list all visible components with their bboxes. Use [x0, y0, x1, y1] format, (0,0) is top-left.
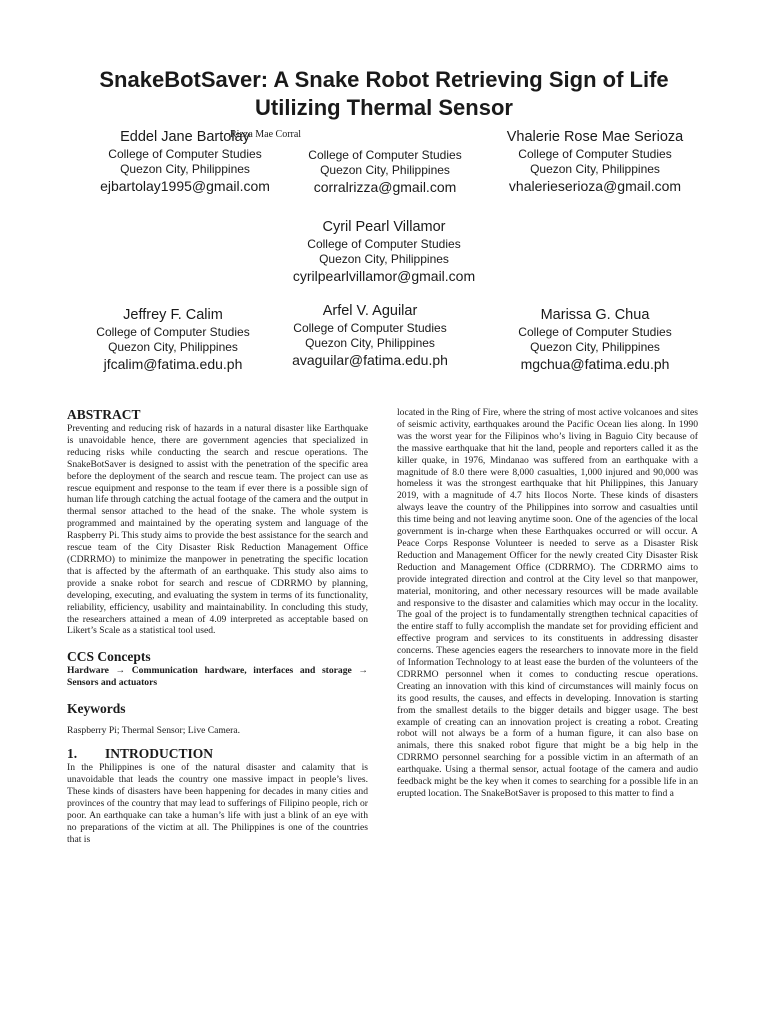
author-name: Arfel V. Aguilar: [322, 303, 418, 319]
author-affiliation: College of Computer Studies: [108, 147, 262, 161]
introduction-heading: [67, 746, 368, 762]
author-email: mgchua@fatima.edu.ph: [520, 356, 670, 372]
paper-title: [40, 66, 728, 122]
introduction-continued-text: located in the Ring of Fire, where the string of most active volcanoes and sites of seismic activity, earthquakes around the Pacific Ocean lies along. In 1990 was the worst year for the Filipinos who’s living in Baguio City because of the massive earthquake that hit the land, people and reporters called it as the killer quake, in 1976, Mindanao was suffered from an earthquake with a magnitude of 8.0 there were 8,000 casualties, 1,000 injured and 90,000 was homeless it was the strongest earthquake that hit Philippines, this January 2019, with a magnitude of 4.7 hits Ilocos Norte. These kinds of disasters always leave the country of the Philippines into sorrow and casualties until this time being and not leaving anytime soon. One of the agencies of the local government is in-charge when these Earthquakes occurred or will occur. A Peace Corps Response Volunteer is needed to serve as a Disaster Risk Reduction and Management Officer for the newly created City Disaster Risk Reduction and Management Office (CDRRMO). The CDRRMO aims to provide integrated direction and control at the City level so that manpower, material, monitoring, and other necessary resources will be made available and responsive to the disaster and calamities which may occur in the locality. The goal of the project is to fundamentally strengthen technical capacities of the entire staff to fully accomplish the mandate set for providing efficient and effective program and services to its constituents in addressing disaster concerns. These agencies eagers the researchers to innovate more in the field of Information Technology to at least ease the burden of the volunteers of the CDRRMO personnel when it comes to conducting rescue operations. Creating an innovation with this kind of circumstances will mainly focus on its good results, the causes, and effects in developing. Innovation is starting from the smallest details to the bigger details and bigger usage. The best example of creating can an innovation project is creating a robot. Creating robot will not always be a form of a human figure, it can also base on animals, there this snaked robot figure that might be a big help in the CDRRMO personnel searching for a possible victim in an aftermath of an earthquake. Using a thermal sensor, actual footage of the camera and audio feedback might be the key when it comes to searching for a possible life in an erupted location. The SnakeBotSaver is proposed to this matter to find a: [397, 407, 698, 799]
author-location: Quezon City, Philippines: [305, 336, 435, 350]
author-block-details: [270, 148, 500, 197]
author-affiliation: College of Computer Studies: [293, 321, 447, 335]
introduction-text: In the Philippines is one of the natural disaster and calamity that is unavoidable that leads the country one massive impact in people’s lives. These kinds of disasters have been happening for decades in many cities and provinces of the country that may lead to sufferings of Filipino people, rich or poor. An earthquake can take a human’s life with just a blink of an eye with no preparations of the victim at all. The Philippines is one of the countries that is: [67, 762, 368, 845]
author-name: Rizza Mae Corral: [230, 129, 302, 140]
abstract-text: Preventing and reducing risk of hazards in a natural disaster like Earthquake is unavoidable hence, there are government agencies that specialized in reducing risks while conducting the search and rescue operations. The SnakeBotSaver is designed to assist with the penetration of the specific area before the deployment of the search and rescue team. The project can use as rescue equipment and response to the team if ever there is a possible sign of human life through catching the actual footage of the camera and the output in thermal sensor attached to the head of the snake. The whole system is programmed and maintained by the operating system and language of the Raspberry Pi. This study aims to provide the best assistance for the search and rescue team of the City Disaster Risk Reduction Management Office (CDRRMO) to minimize the manpower in penetrating the specific location that is affected by the aftermath of an earthquake. This study also aims to provide a snake robot for search and rescue of CDRRMO by planning, developing, executing, and evaluating the system in terms of its functionality, reliability, efficiency, usability and maintainability. In concluding this study, the researchers attained a mean of 4.09 interpreted as acceptable based on Likert’s Scale as a statistical tool used.: [67, 423, 368, 637]
author-email: vhalerieserioza@gmail.com: [508, 178, 682, 194]
author-affiliation: College of Computer Studies: [518, 325, 672, 339]
keywords-heading: Keywords: [67, 701, 126, 717]
title-line-2: Utilizing Thermal Sensor: [255, 95, 513, 120]
author-affiliation: College of Computer Studies: [96, 325, 250, 339]
author-location: Quezon City, Philippines: [319, 252, 449, 266]
author-block: [230, 128, 390, 141]
author-location: Quezon City, Philippines: [120, 162, 250, 176]
author-name: Marissa G. Chua: [540, 307, 650, 323]
author-name: Vhalerie Rose Mae Serioza: [506, 129, 684, 145]
author-block: [480, 306, 710, 374]
author-name: Cyril Pearl Villamor: [322, 219, 446, 235]
author-affiliation: College of Computer Studies: [518, 147, 672, 161]
right-column: [397, 407, 698, 800]
author-block: [255, 302, 485, 370]
author-email: avaguilar@fatima.edu.ph: [292, 352, 448, 368]
title-line-1: SnakeBotSaver: A Snake Robot Retrieving Sign of Life: [99, 67, 669, 92]
author-location: Quezon City, Philippines: [530, 162, 660, 176]
author-email: cyrilpearlvillamor@gmail.com: [292, 268, 476, 284]
author-affiliation: College of Computer Studies: [308, 148, 462, 162]
ccs-text: Hardware → Communication hardware, interfaces and storage → Sensors and actuators: [67, 665, 368, 689]
author-name: Eddel Jane Bartolay: [120, 129, 250, 145]
author-block: [58, 306, 288, 374]
author-block: [480, 128, 710, 196]
section-title: INTRODUCTION: [105, 746, 214, 762]
left-column: [67, 407, 368, 846]
author-location: Quezon City, Philippines: [108, 340, 238, 354]
author-location: Quezon City, Philippines: [530, 340, 660, 354]
ccs-heading: CCS Concepts: [67, 649, 151, 665]
section-number: 1.: [67, 746, 78, 762]
author-name: Jeffrey F. Calim: [123, 307, 223, 323]
author-affiliation: College of Computer Studies: [307, 237, 461, 251]
abstract-heading: ABSTRACT: [67, 407, 141, 422]
author-block: [269, 218, 499, 286]
author-email: corralrizza@gmail.com: [313, 179, 457, 195]
author-location: Quezon City, Philippines: [320, 163, 450, 177]
author-email: jfcalim@fatima.edu.ph: [103, 356, 243, 372]
author-email: ejbartolay1995@gmail.com: [100, 178, 270, 194]
keywords-text: Raspberry Pi; Thermal Sensor; Live Camera.: [67, 725, 241, 737]
